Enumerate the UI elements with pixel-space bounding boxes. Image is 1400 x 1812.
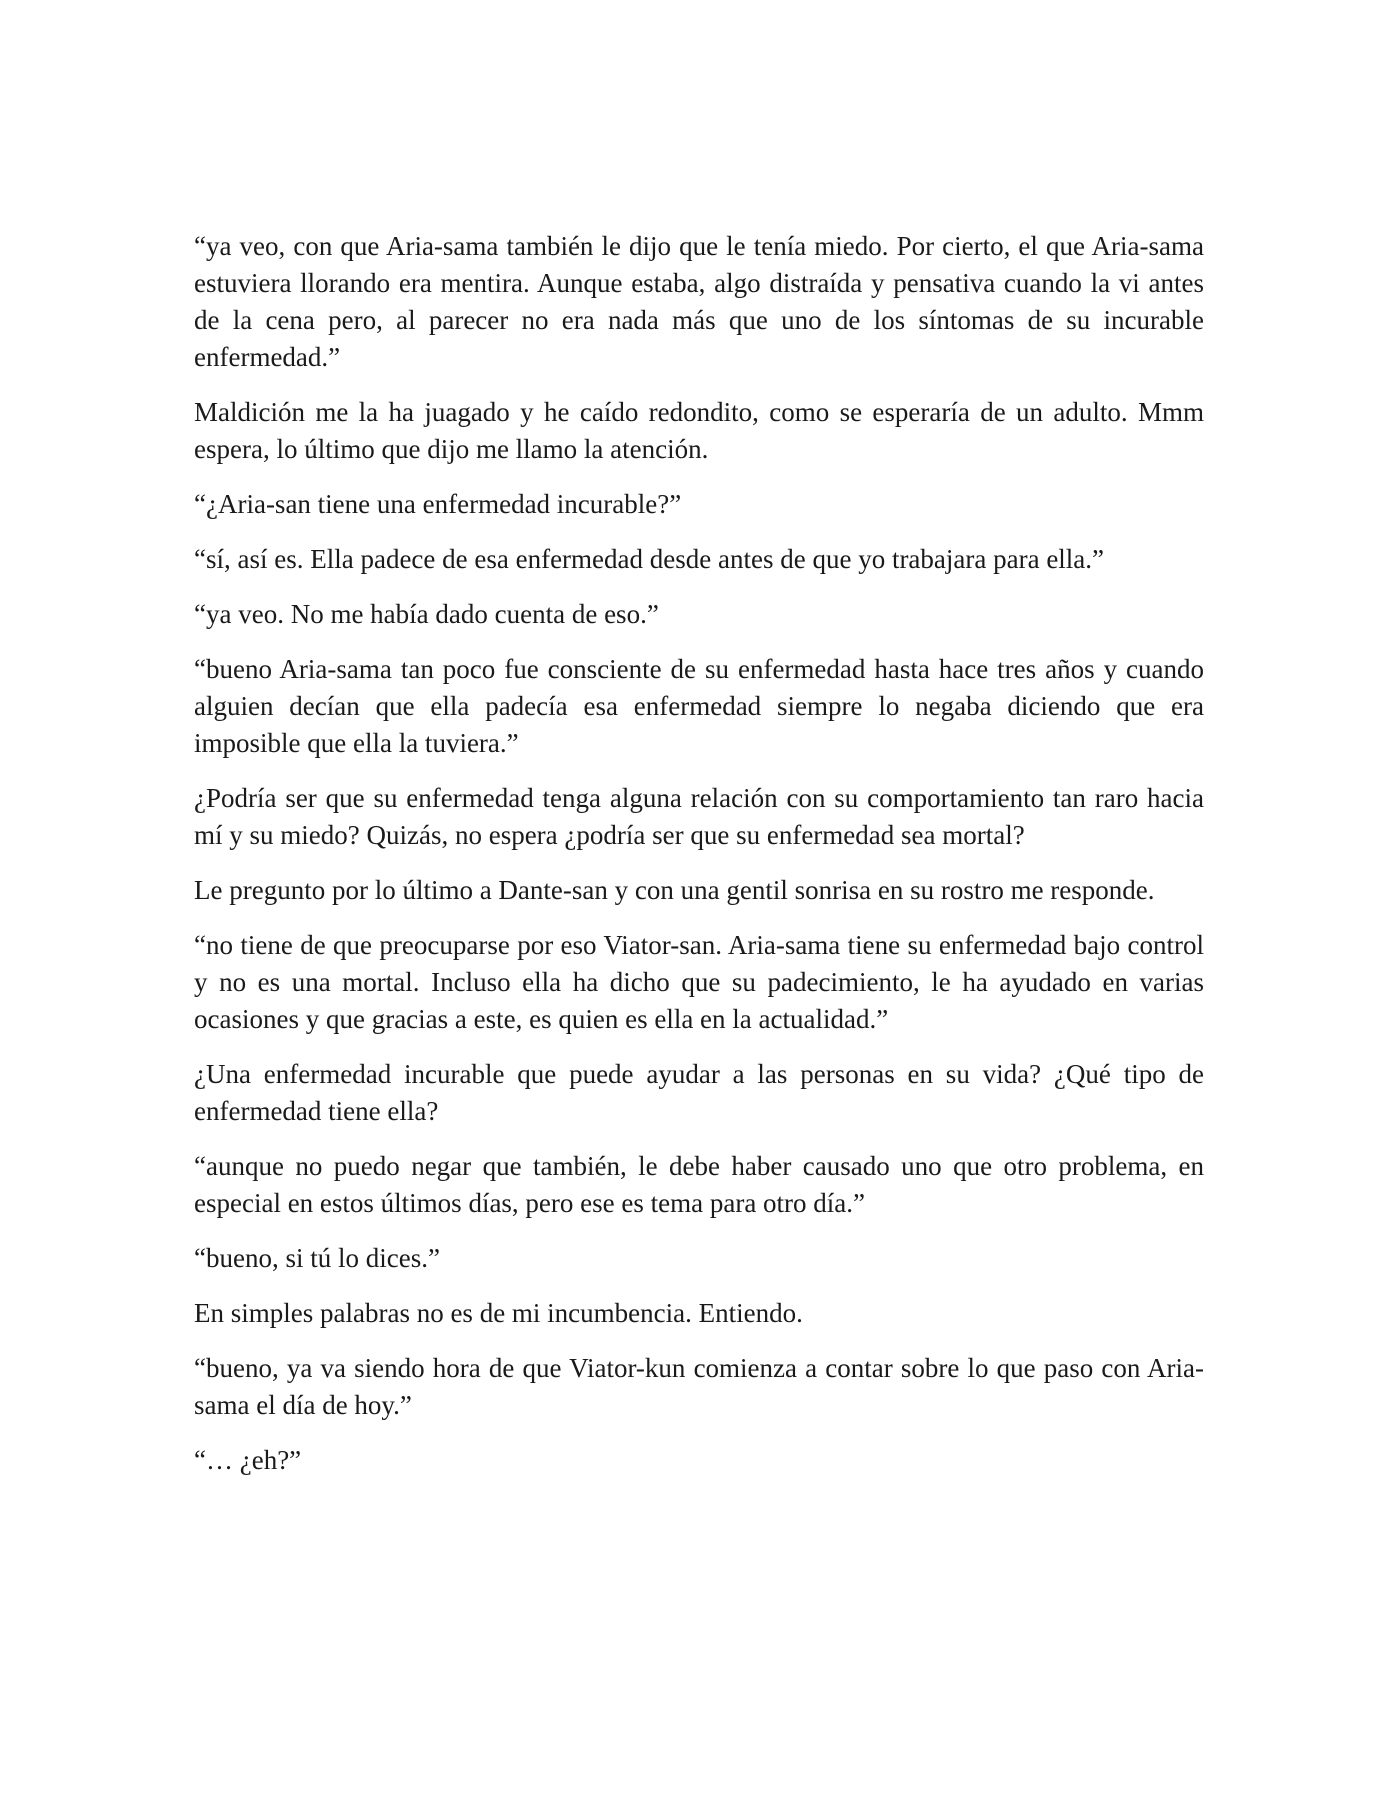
paragraph-13: En simples palabras no es de mi incumbencia. Entiendo. [194, 1298, 803, 1328]
paragraph-15: “… ¿eh?” [194, 1445, 302, 1475]
paragraph-7: ¿Podría ser que su enfermedad tenga alguna relación con su comportamiento tan raro hacia mí y su miedo? Quizás, no espera ¿podría ser que su enfermedad sea mortal? [194, 783, 1204, 850]
paragraph-6: “bueno Aria-sama tan poco fue consciente de su enfermedad hasta hace tres años y cuando alguien decían que ella padecía esa enfermedad siempre lo negaba diciendo que era imposible que ella la tuviera.” [194, 654, 1204, 758]
paragraph-10: ¿Una enfermedad incurable que puede ayudar a las personas en su vida? ¿Qué tipo de enfermedad tiene ella? [194, 1059, 1204, 1126]
body-text [194, 228, 1204, 1497]
paragraph-14: “bueno, ya va siendo hora de que Viator-kun comienza a contar sobre lo que paso con Aria-sama el día de hoy.” [194, 1353, 1204, 1420]
paragraph-11: “aunque no puedo negar que también, le debe haber causado uno que otro problema, en especial en estos últimos días, pero ese es tema para otro día.” [194, 1151, 1204, 1218]
paragraph-2: Maldición me la ha juagado y he caído redondito, como se esperaría de un adulto. Mmm espera, lo último que dijo me llamo la atención. [194, 397, 1204, 464]
paragraph-1: “ya veo, con que Aria-sama también le dijo que le tenía miedo. Por cierto, el que Aria-sama estuviera llorando era mentira. Aunque estaba, algo distraída y pensativa cuando la vi antes de la cena pero, al parecer no era nada más que uno de los síntomas de su incurable enfermedad.” [194, 231, 1204, 372]
paragraph-12: “bueno, si tú lo dices.” [194, 1243, 440, 1273]
paragraph-5: “ya veo. No me había dado cuenta de eso.” [194, 599, 659, 629]
paragraph-9: “no tiene de que preocuparse por eso Viator-san. Aria-sama tiene su enfermedad bajo control y no es una mortal. Incluso ella ha dicho que su padecimiento, le ha ayudado en varias ocasiones y que gracias a este, es quien es ella en la actualidad.” [194, 930, 1204, 1034]
paragraph-4: “sí, así es. Ella padece de esa enfermedad desde antes de que yo trabajara para ella.” [194, 544, 1105, 574]
paragraph-8: Le pregunto por lo último a Dante-san y con una gentil sonrisa en su rostro me responde. [194, 875, 1155, 905]
paragraph-3: “¿Aria-san tiene una enfermedad incurable?” [194, 489, 682, 519]
